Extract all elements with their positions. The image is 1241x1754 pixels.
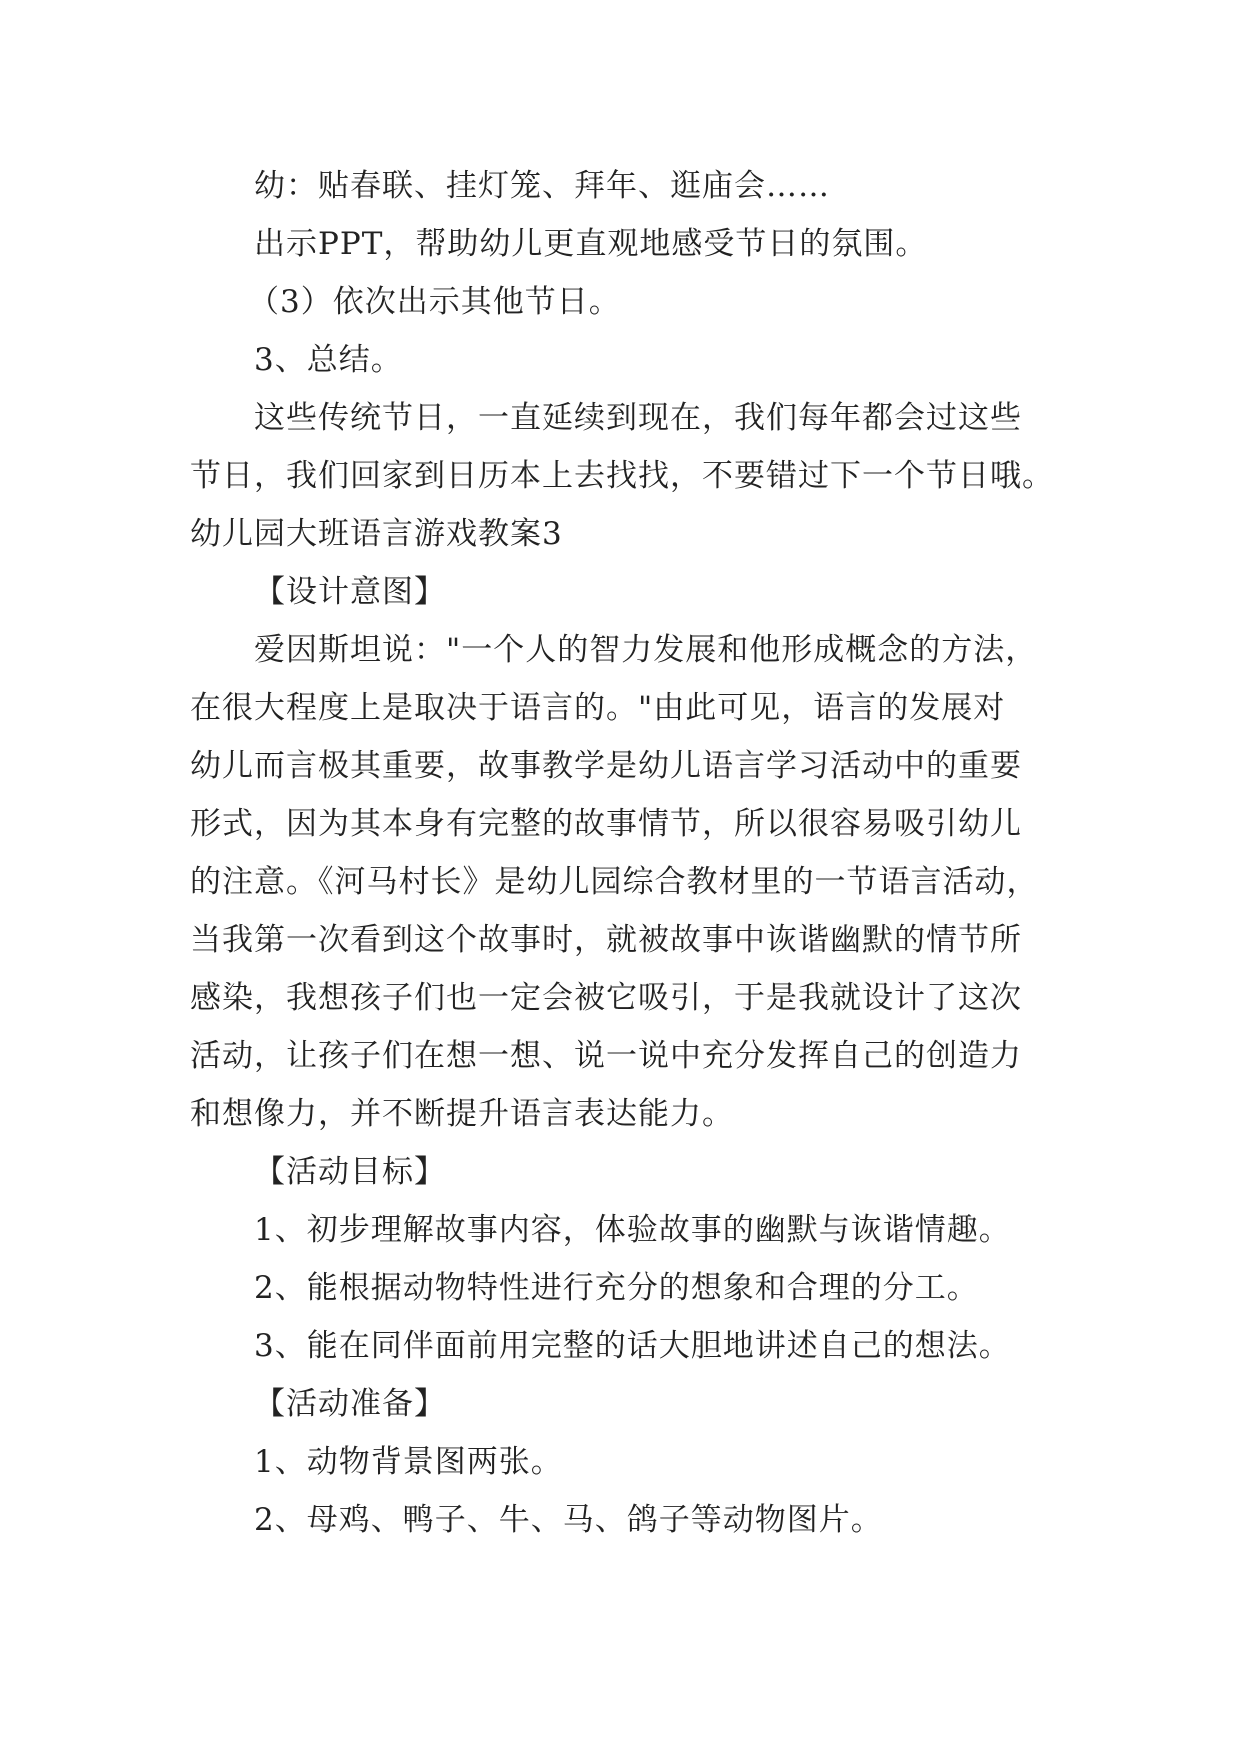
subsection-heading: 【设计意图】 — [254, 574, 446, 610]
text-line: 出示PPT，帮助幼儿更直观地感受节日的氛围。 — [254, 226, 928, 262]
text-line: 3、总结。 — [254, 342, 403, 378]
subsection-heading: 【活动准备】 — [254, 1386, 446, 1422]
text-line: 幼：贴春联、挂灯笼、拜年、逛庙会…… — [254, 168, 830, 204]
text-line: 形式，因为其本身有完整的故事情节，所以很容易吸引幼儿 — [190, 806, 1022, 842]
text-line: 在很大程度上是取决于语言的。"由此可见，语言的发展对 — [190, 690, 1006, 726]
list-item: 3、能在同伴面前用完整的话大胆地讲述自己的想法。 — [254, 1328, 1011, 1364]
text-line: 节日，我们回家到日历本上去找找，不要错过下一个节日哦。 — [190, 458, 1054, 494]
text-line: （3）依次出示其他节日。 — [248, 284, 621, 320]
text-line: 这些传统节日，一直延续到现在，我们每年都会过这些 — [254, 400, 1022, 436]
list-item: 1、初步理解故事内容，体验故事的幽默与诙谐情趣。 — [254, 1212, 1011, 1248]
list-item: 2、能根据动物特性进行充分的想象和合理的分工。 — [254, 1270, 979, 1306]
text-line: 幼儿而言极其重要，故事教学是幼儿语言学习活动中的重要 — [190, 748, 1022, 784]
text-line: 当我第一次看到这个故事时，就被故事中诙谐幽默的情节所 — [190, 922, 1022, 958]
text-line: 的注意。《河马村长》是幼儿园综合教材里的一节语言活动， — [190, 864, 1039, 900]
list-item: 2、母鸡、鸭子、牛、马、鸽子等动物图片。 — [254, 1502, 883, 1538]
subsection-heading: 【活动目标】 — [254, 1154, 446, 1190]
text-line: 和想像力，并不断提升语言表达能力。 — [190, 1096, 734, 1132]
text-line: 感染，我想孩子们也一定会被它吸引，于是我就设计了这次 — [190, 980, 1022, 1016]
text-line: 活动，让孩子们在想一想、说一说中充分发挥自己的创造力 — [190, 1038, 1022, 1074]
text-line: 爱因斯坦说："一个人的智力发展和他形成概念的方法， — [254, 632, 1038, 668]
section-heading: 幼儿园大班语言游戏教案3 — [190, 516, 563, 552]
list-item: 1、动物背景图两张。 — [254, 1444, 563, 1480]
